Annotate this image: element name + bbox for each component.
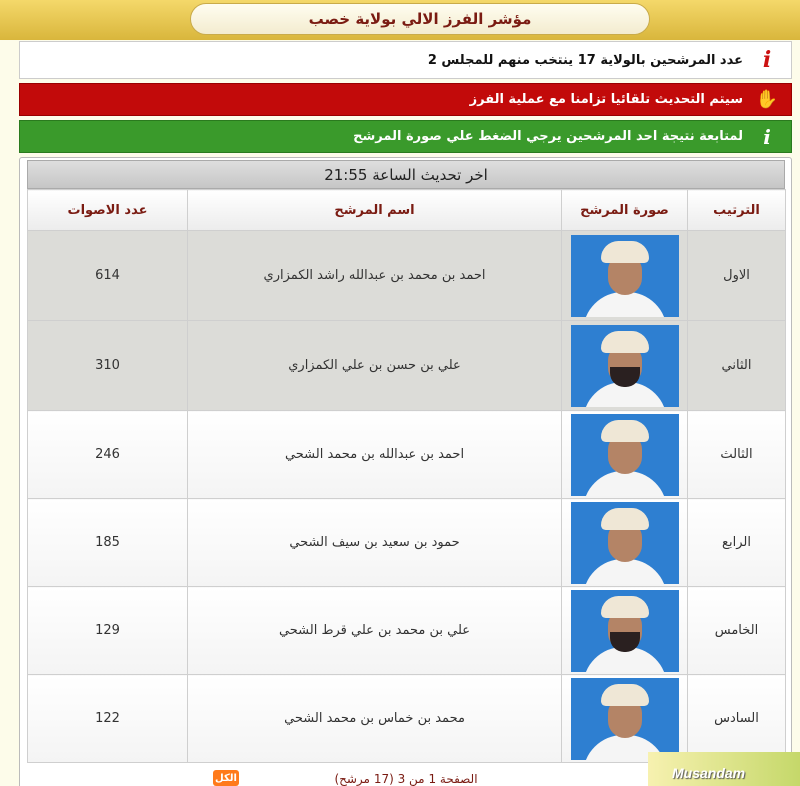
photo-cell xyxy=(562,675,688,763)
column-header-name[interactable]: اسم المرشح xyxy=(188,190,562,231)
votes-cell: 185 xyxy=(28,499,188,587)
musandam-watermark-logo xyxy=(648,752,800,786)
table-header-row xyxy=(28,190,786,231)
table-row xyxy=(28,675,786,763)
candidate-photo[interactable] xyxy=(571,590,679,672)
candidate-photo[interactable] xyxy=(571,414,679,496)
votes-cell: 129 xyxy=(28,587,188,675)
rank-cell: الرابع xyxy=(688,499,786,587)
name-cell: احمد بن عبدالله بن محمد الشحي xyxy=(188,411,562,499)
table-row xyxy=(28,499,786,587)
votes-cell: 310 xyxy=(28,321,188,411)
results-panel xyxy=(19,157,792,786)
candidate-photo[interactable] xyxy=(571,502,679,584)
column-header-rank[interactable]: الترتيب xyxy=(688,190,786,231)
candidate-photo[interactable] xyxy=(571,678,679,760)
auto-update-text: سيتم التحديث تلقائيا تزامنا مع عملية الفرز xyxy=(469,92,743,107)
name-cell: احمد بن محمد بن عبدالله راشد الكمزاري xyxy=(188,231,562,321)
watermark-text: Musandam xyxy=(672,765,746,781)
photo-cell xyxy=(562,321,688,411)
results-table xyxy=(27,189,786,763)
photo-click-tip-text: لمتابعة نتيجة احد المرشحين يرجي الضغط علي صورة المرشح xyxy=(353,129,743,144)
rank-cell: الثالث xyxy=(688,411,786,499)
votes-cell: 246 xyxy=(28,411,188,499)
votes-cell: 122 xyxy=(28,675,188,763)
last-update-bar: اخر تحديث الساعة 21:55 xyxy=(27,160,785,189)
photo-cell xyxy=(562,411,688,499)
info-icon: i xyxy=(763,124,771,149)
votes-cell: 614 xyxy=(28,231,188,321)
photo-click-tip xyxy=(19,120,792,153)
candidate-photo[interactable] xyxy=(571,235,679,317)
name-cell: علي بن محمد بن علي قرط الشحي xyxy=(188,587,562,675)
photo-cell xyxy=(562,587,688,675)
name-cell: علي بن حسن بن علي الكمزاري xyxy=(188,321,562,411)
candidates-info-text: عدد المرشحين بالولاية 17 ينتخب منهم للمجلس 2 xyxy=(427,52,743,68)
hand-icon: ✋ xyxy=(755,89,779,110)
candidates-info-bar xyxy=(19,41,792,79)
candidate-photo[interactable] xyxy=(571,325,679,407)
show-all-button[interactable]: الكل xyxy=(213,770,239,786)
rank-cell: الثاني xyxy=(688,321,786,411)
pagination-info: الصفحة 1 من 3 (17 مرشح) xyxy=(334,772,478,786)
column-header-photo[interactable]: صورة المرشح xyxy=(562,190,688,231)
rank-cell: الاول xyxy=(688,231,786,321)
info-icon: i xyxy=(762,47,772,73)
rank-cell: السادس xyxy=(688,675,786,763)
page-title: مؤشر الفرز الالي بولاية خصب xyxy=(190,3,650,35)
table-row xyxy=(28,231,786,321)
column-header-votes[interactable]: عدد الاصوات xyxy=(28,190,188,231)
table-row xyxy=(28,587,786,675)
name-cell: محمد بن خماس بن محمد الشحي xyxy=(188,675,562,763)
name-cell: حمود بن سعيد بن سيف الشحي xyxy=(188,499,562,587)
photo-cell xyxy=(562,231,688,321)
photo-cell xyxy=(562,499,688,587)
auto-update-alert xyxy=(19,83,792,116)
rank-cell: الخامس xyxy=(688,587,786,675)
table-row xyxy=(28,321,786,411)
table-row xyxy=(28,411,786,499)
